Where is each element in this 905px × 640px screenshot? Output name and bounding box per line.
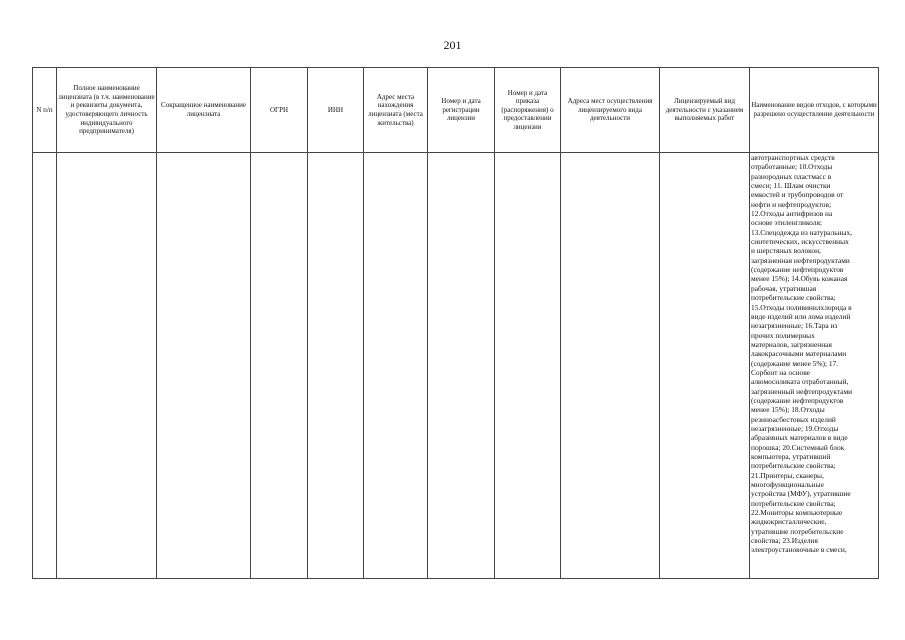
waste-type-line: менее 15%); 14.Обувь кожаная [751, 274, 848, 284]
waste-type-line: (содержание менее 5%); 17. [751, 358, 839, 368]
waste-type-line: незагрязненные; 16.Тара из [751, 321, 838, 331]
cell-license-registration [428, 153, 495, 579]
cell-licensed-activity [660, 153, 750, 579]
header-full-name: Полное наименование лицензиата (в т.ч. наименование и реквизиты документа, удостоверяющего личность индивидуального предпринимателя) [57, 68, 157, 153]
waste-type-line: незагрязненные; 19.Отходы [751, 423, 839, 433]
waste-type-line: 15.Отходы поливинилхлорида в [751, 302, 852, 312]
waste-types-list [751, 153, 877, 555]
waste-type-line: нефти и нефтепродуктов; [751, 199, 832, 209]
cell-number [33, 153, 57, 579]
waste-type-line: потребительские свойства; [751, 498, 836, 508]
waste-type-line: свойства; 23.Изделия [751, 536, 818, 546]
cell-full-name [57, 153, 157, 579]
waste-type-line: 13.Спецодежда из натуральных, [751, 227, 853, 237]
waste-type-line: загрязненный нефтепродуктами [751, 386, 853, 396]
waste-type-line: материалов, загрязненная [751, 339, 832, 349]
waste-type-line: отработанные; 10.Отходы [751, 162, 833, 172]
waste-type-line: Сорбент на основе [751, 367, 810, 377]
waste-type-line: порошка; 20.Системный блок [751, 442, 845, 452]
waste-type-line: абразивных материалов в виде [751, 433, 848, 443]
waste-type-line: резиноасбестовых изделий [751, 414, 836, 424]
cell-ogrn [251, 153, 308, 579]
waste-type-line: виде изделий или лома изделий [751, 311, 851, 321]
waste-type-line: лакокрасочными материалами [751, 349, 847, 359]
waste-type-line: потребительские свойства; [751, 293, 836, 303]
waste-type-line: алюмосиликата отработанный, [751, 377, 849, 387]
waste-type-line: (содержание нефтепродуктов [751, 265, 844, 275]
page-number: 201 [443, 38, 462, 52]
cell-short-name [157, 153, 251, 579]
cell-order [495, 153, 561, 579]
waste-type-line: компьютера, утративший [751, 452, 831, 461]
cell-address [364, 153, 428, 579]
waste-type-line: автотранспортных средств [751, 153, 835, 162]
waste-type-line: смеси; 11. Шлам очистки [751, 181, 831, 191]
waste-type-line: и шерстяных волокон, [751, 246, 821, 256]
header-activity-addresses: Адреса мест осуществления лицензируемого вида деятельности [561, 68, 660, 153]
table-row [33, 153, 879, 579]
waste-type-line: потребительские свойства; [751, 461, 836, 471]
header-number: N п/п [33, 68, 57, 153]
waste-type-line: основе этиленгликоля; [751, 218, 822, 228]
header-address: Адрес места нахождения лицензиата (места жительства) [364, 68, 428, 153]
waste-type-line: жидкокристаллические, [751, 517, 827, 527]
cell-waste-types [750, 153, 879, 579]
waste-type-line: прочих полимерных [751, 330, 815, 340]
waste-type-line: (содержание нефтепродуктов [751, 395, 844, 405]
header-inn: ИНН [308, 68, 364, 153]
waste-type-line: 21.Принтеры, сканеры, [751, 470, 824, 480]
waste-type-line: загрязненная нефтепродуктами [751, 255, 850, 265]
header-license-registration: Номер и дата регистрации лицензии [428, 68, 495, 153]
waste-type-line: многофункциональные [751, 480, 824, 490]
waste-type-line: устройства (МФУ), утратившие [751, 489, 851, 499]
table-header-row [33, 68, 879, 153]
waste-type-line: 12.Отходы антифризов на [751, 209, 833, 219]
waste-type-line: электроустановочные в смеси, [751, 545, 847, 555]
header-order: Номер и дата приказа (распоряжения) о предоставлении лицензии [495, 68, 561, 153]
waste-type-line: менее 15%); 18.Отходы [751, 405, 825, 415]
header-licensed-activity: Лицензируемый вид деятельности с указанием выполняемых работ [660, 68, 750, 153]
header-ogrn: ОГРН [251, 68, 308, 153]
header-short-name: Сокращенное наименование лицензиата [157, 68, 251, 153]
cell-inn [308, 153, 364, 579]
header-waste-types: Наименование видов отходов, с которыми разрешено осуществление деятельности [750, 68, 879, 153]
license-registry-table [32, 67, 879, 579]
waste-type-line: утратившие потребительские [751, 526, 844, 536]
waste-type-line: емкостей и трубопроводов от [751, 190, 844, 200]
waste-type-line: разнородных пластмасс в [751, 171, 832, 181]
waste-type-line: синтетических, искусственных [751, 237, 849, 247]
waste-type-line: 22.Мониторы компьютерные [751, 508, 843, 518]
cell-activity-addresses [561, 153, 660, 579]
waste-type-line: рабочая, утратившая [751, 283, 817, 293]
